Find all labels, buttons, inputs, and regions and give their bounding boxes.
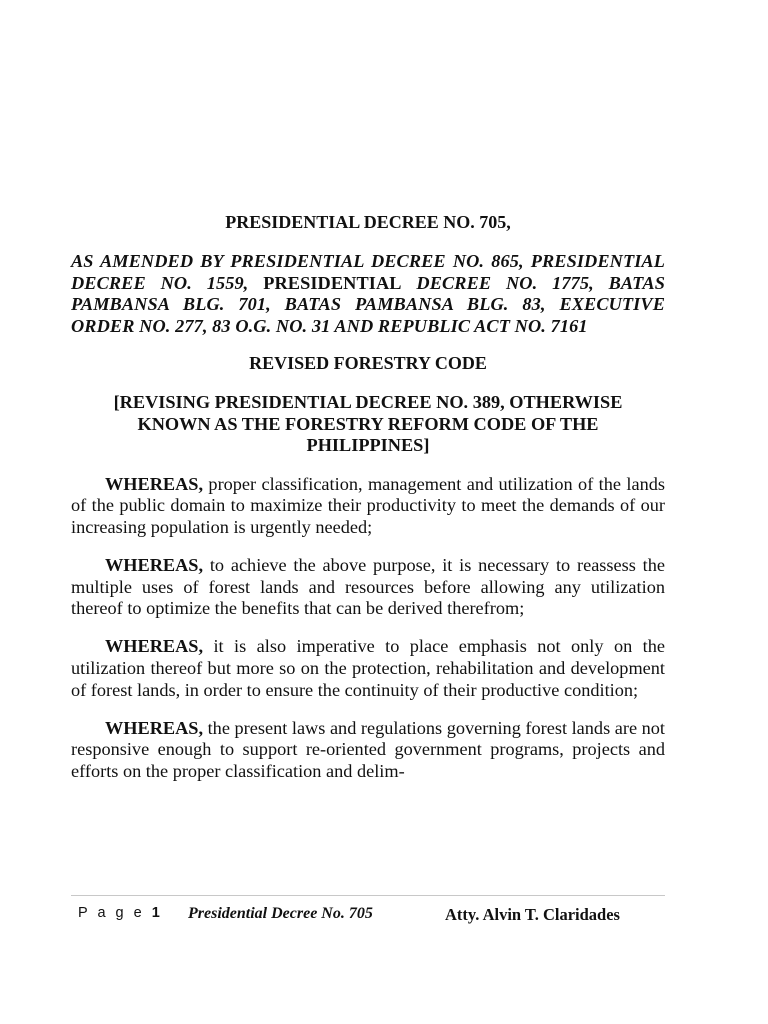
footer-divider [71, 895, 665, 896]
whereas-text: proper classification, management and utilization of the lands of the public domain to maximize their productivity to meet the demands of our increasing population is urgently needed; [71, 473, 665, 538]
whereas-text: the present laws and regulations governing forest lands are not responsive enough to support re-oriented government programs, projects and efforts on the proper classification and delim- [71, 717, 666, 782]
whereas-text: to achieve the above purpose, it is necessary to reassess the multiple uses of forest lands and resources before allowing any utilization thereof to optimize the benefits that can be derived therefrom; [71, 554, 665, 619]
page-footer [78, 903, 668, 927]
amendment-text-2: PRESIDENTIAL [263, 272, 402, 293]
revising-subtitle: [REVISING PRESIDENTIAL DECREE NO. 389, OTHERWISE KNOWN AS THE FORESTRY REFORM CODE OF THE PHILIPPINES] [113, 392, 623, 455]
code-title: REVISED FORESTRY CODE [249, 353, 487, 373]
page-number: 1 [151, 905, 160, 921]
whereas-text: it is also imperative to place emphasis not only on the utilization thereof but more so on the protection, rehabilitation and development of forest lands, in order to ensure the continuity of their productive condition; [71, 636, 665, 700]
document-title: PRESIDENTIAL DECREE NO. 705, [225, 212, 511, 232]
footer-decree-title: Presidential Decree No. 705 [188, 905, 373, 922]
whereas-label: WHEREAS, [105, 636, 204, 657]
amendment-list [71, 251, 665, 337]
document-body [71, 210, 665, 799]
whereas-label: WHEREAS, [105, 717, 204, 738]
whereas-clause-4 [71, 718, 665, 783]
whereas-clause-2 [71, 555, 665, 620]
whereas-clause-1 [71, 474, 665, 539]
page-label: P a g e [78, 905, 145, 921]
whereas-label: WHEREAS, [105, 473, 204, 494]
footer-author: Atty. Alvin T. Claridades [445, 905, 620, 924]
page-indicator [78, 905, 160, 921]
whereas-label: WHEREAS, [105, 554, 204, 575]
whereas-clause-3 [71, 636, 665, 701]
amendment-text-3: DECREE NO. 1775, BATAS PAMBANSA BLG. 701, BATAS PAMBANSA BLG. 83, EXECUTIVE ORDER NO. 277, 83 O.G. NO. 31 AND REPUBLIC ACT NO. 7161 [71, 272, 665, 336]
amendment-text-1: AS AMENDED BY PRESIDENTIAL DECREE NO. 865, PRESIDENTIAL DECREE NO. 1559, [71, 251, 665, 293]
